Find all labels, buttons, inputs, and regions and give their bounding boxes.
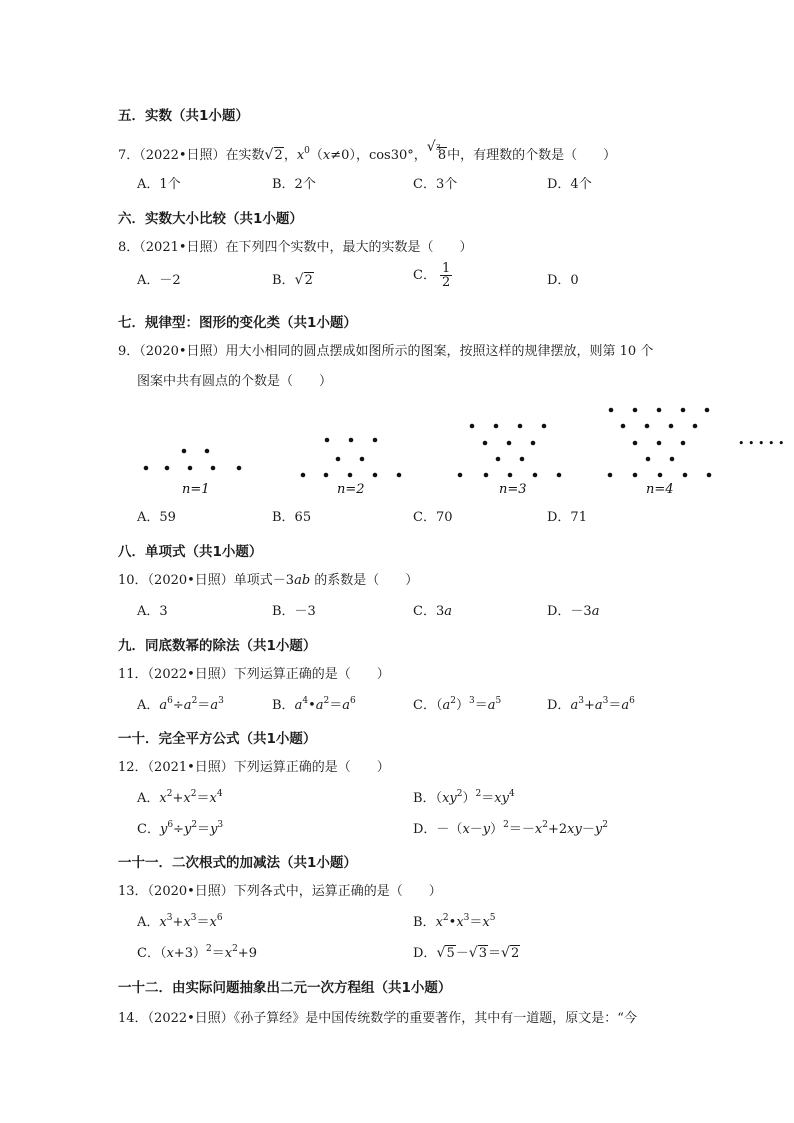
section-heading-6: 六．实数大小比较（共1小题）: [118, 211, 303, 227]
sqrt-2: √ 2: [266, 145, 284, 167]
q8-option-d[interactable]: D．0: [547, 273, 579, 288]
q12-option-b[interactable]: B．$(xy^2)^2=xy^4$: [413, 789, 515, 806]
pattern-n1: [144, 449, 242, 471]
q7-tail: 中，有理数的个数是（ ）: [447, 148, 617, 163]
q11-option-b[interactable]: B．$a^4•a^2=a^6$: [272, 696, 356, 713]
q10-option-c[interactable]: C．3a: [413, 604, 452, 619]
q8-option-a[interactable]: A．－2: [137, 273, 181, 288]
q12-option-a-label: A．: [137, 791, 160, 806]
q9-option-d[interactable]: D．71: [547, 510, 587, 525]
sqrt-3: √ 3: [470, 943, 488, 965]
q13-option-b[interactable]: B．$x^2•x^3=x^5$: [413, 913, 496, 930]
q12-option-d[interactable]: D．$-(x-y)^2=-x^2+2xy-y^2$: [413, 820, 608, 837]
q11-option-c[interactable]: C．$(a^2)^3=a^5$: [413, 696, 502, 713]
label-n1: n=1: [182, 482, 210, 497]
question-14-stem: 14．（2022•日照）《孙子算经》是中国传统数学的重要著作，其中有一道题，原文是：“今: [118, 1011, 637, 1026]
q10-variable: ab: [294, 573, 311, 588]
q9-option-a[interactable]: A．59: [137, 510, 176, 525]
fraction-one-half: $\frac{1}{2}$: [441, 261, 451, 290]
q12-option-d-label: D．－（: [413, 822, 463, 837]
question-9-line1: 9．（2020•日照）用大小相同的圆点摆成如图所示的图案，按照这样的规律摆放，则第 10 个: [118, 344, 654, 359]
q11-option-b-label: B．: [272, 698, 295, 713]
label-n4: n=4: [646, 482, 674, 497]
q10-option-b[interactable]: B．－3: [272, 604, 316, 619]
section-heading-5: 五．实数（共1小题）: [118, 108, 249, 124]
q11-option-a-label: A．: [137, 698, 160, 713]
q10-option-d[interactable]: D．－3a: [547, 604, 600, 619]
question-12-stem: 12．（2021•日照）下列运算正确的是（ ）: [118, 760, 390, 775]
q13-option-d[interactable]: D．√ 5－√ 3＝√ 2: [413, 943, 520, 965]
q11-option-a[interactable]: A．$a^6\div a^2=a^3$: [137, 696, 224, 713]
q13-option-a-label: A．: [137, 915, 160, 930]
label-n2: n=2: [337, 482, 365, 497]
label-n3: n=3: [499, 482, 527, 497]
question-8-stem: 8．（2021•日照）在下列四个实数中，最大的实数是（ ）: [118, 240, 473, 255]
q12-option-a[interactable]: A．$x^2+x^2=x^4$: [137, 789, 223, 806]
question-7-stem: 7．（2022•日照）在实数√ 2，$x^0(x\ne 0)$，cos30°，√ $^3$8中，有理数的个数是（ ）: [118, 137, 616, 167]
q10-stem-post: 的系数是（ ）: [310, 573, 419, 588]
q7-option-d[interactable]: D．4个: [547, 177, 592, 192]
cbrt-8: √ $^3$8: [428, 137, 447, 167]
sqrt-2: √ 2: [502, 943, 520, 965]
q12-option-b-label: B．（: [413, 791, 443, 806]
dot-pattern-figure: [0, 395, 794, 505]
q7-option-b[interactable]: B．2个: [272, 177, 316, 192]
q10-option-c-label: C．3: [413, 604, 445, 619]
q13-option-c-label: C．（: [137, 946, 167, 961]
q10-option-d-label: D．－3: [547, 604, 592, 619]
pattern-n3: [458, 424, 562, 478]
pattern-n2: [301, 438, 402, 478]
q13-option-b-label: B．: [413, 915, 436, 930]
q8-option-b[interactable]: [272, 270, 314, 292]
q12-option-c-label: C．: [137, 822, 160, 837]
sqrt-5: √ 5: [437, 943, 455, 965]
q12-option-c[interactable]: C．$y^6\div y^2=y^3$: [137, 820, 224, 837]
section-heading-8: 八．单项式（共1小题）: [118, 544, 263, 560]
pattern-n4: [608, 408, 712, 478]
q8-option-c-label: C．: [413, 268, 436, 283]
section-heading-10: 一十．完全平方公式（共1小题）: [118, 731, 317, 747]
q11-option-d-label: D．: [547, 698, 571, 713]
q11-option-c-label: C．（: [413, 698, 443, 713]
q8-option-c[interactable]: [413, 262, 452, 289]
question-13-stem: 13．（2020•日照）下列各式中，运算正确的是（ ）: [118, 884, 442, 899]
q9-option-b[interactable]: B．65: [272, 510, 312, 525]
question-10-stem: [118, 570, 418, 592]
q10-option-a[interactable]: A．3: [137, 604, 168, 619]
section-heading-11: 一十一．二次根式的加减法（共1小题）: [118, 855, 357, 871]
q9-option-c[interactable]: C．70: [413, 510, 453, 525]
sqrt-2: √ 2: [296, 270, 314, 292]
question-11-stem: 11．（2022•日照）下列运算正确的是（ ）: [118, 667, 390, 682]
section-heading-7: 七．规律型：图形的变化类（共1小题）: [118, 315, 357, 331]
q7-cos: ，cos30°，: [355, 148, 427, 163]
q11-option-d[interactable]: D．$a^3+a^3=a^6$: [547, 696, 635, 713]
q13-option-c[interactable]: C．$(x+3)^2=x^2+9$: [137, 944, 257, 961]
section-heading-9: 九．同底数幂的除法（共1小题）: [118, 638, 317, 654]
q13-option-a[interactable]: A．$x^3+x^3=x^6$: [137, 913, 223, 930]
q7-option-a[interactable]: A．1个: [137, 177, 181, 192]
q13-option-d-label: D．: [413, 946, 437, 961]
q8-option-b-label: B．: [272, 273, 295, 288]
q7-prefix: 7．（2022•日照）在实数: [118, 148, 265, 163]
question-9-line2: 图案中共有圆点的个数是（ ）: [137, 374, 333, 389]
q10-stem-pre: 10．（2020•日照）单项式－3: [118, 573, 295, 588]
section-heading-12: 一十二．由实际问题抽象出二元一次方程组（共1小题）: [118, 980, 452, 996]
q7-option-c[interactable]: C．3个: [413, 177, 458, 192]
ellipsis-dots: • • • • •: [738, 437, 785, 450]
